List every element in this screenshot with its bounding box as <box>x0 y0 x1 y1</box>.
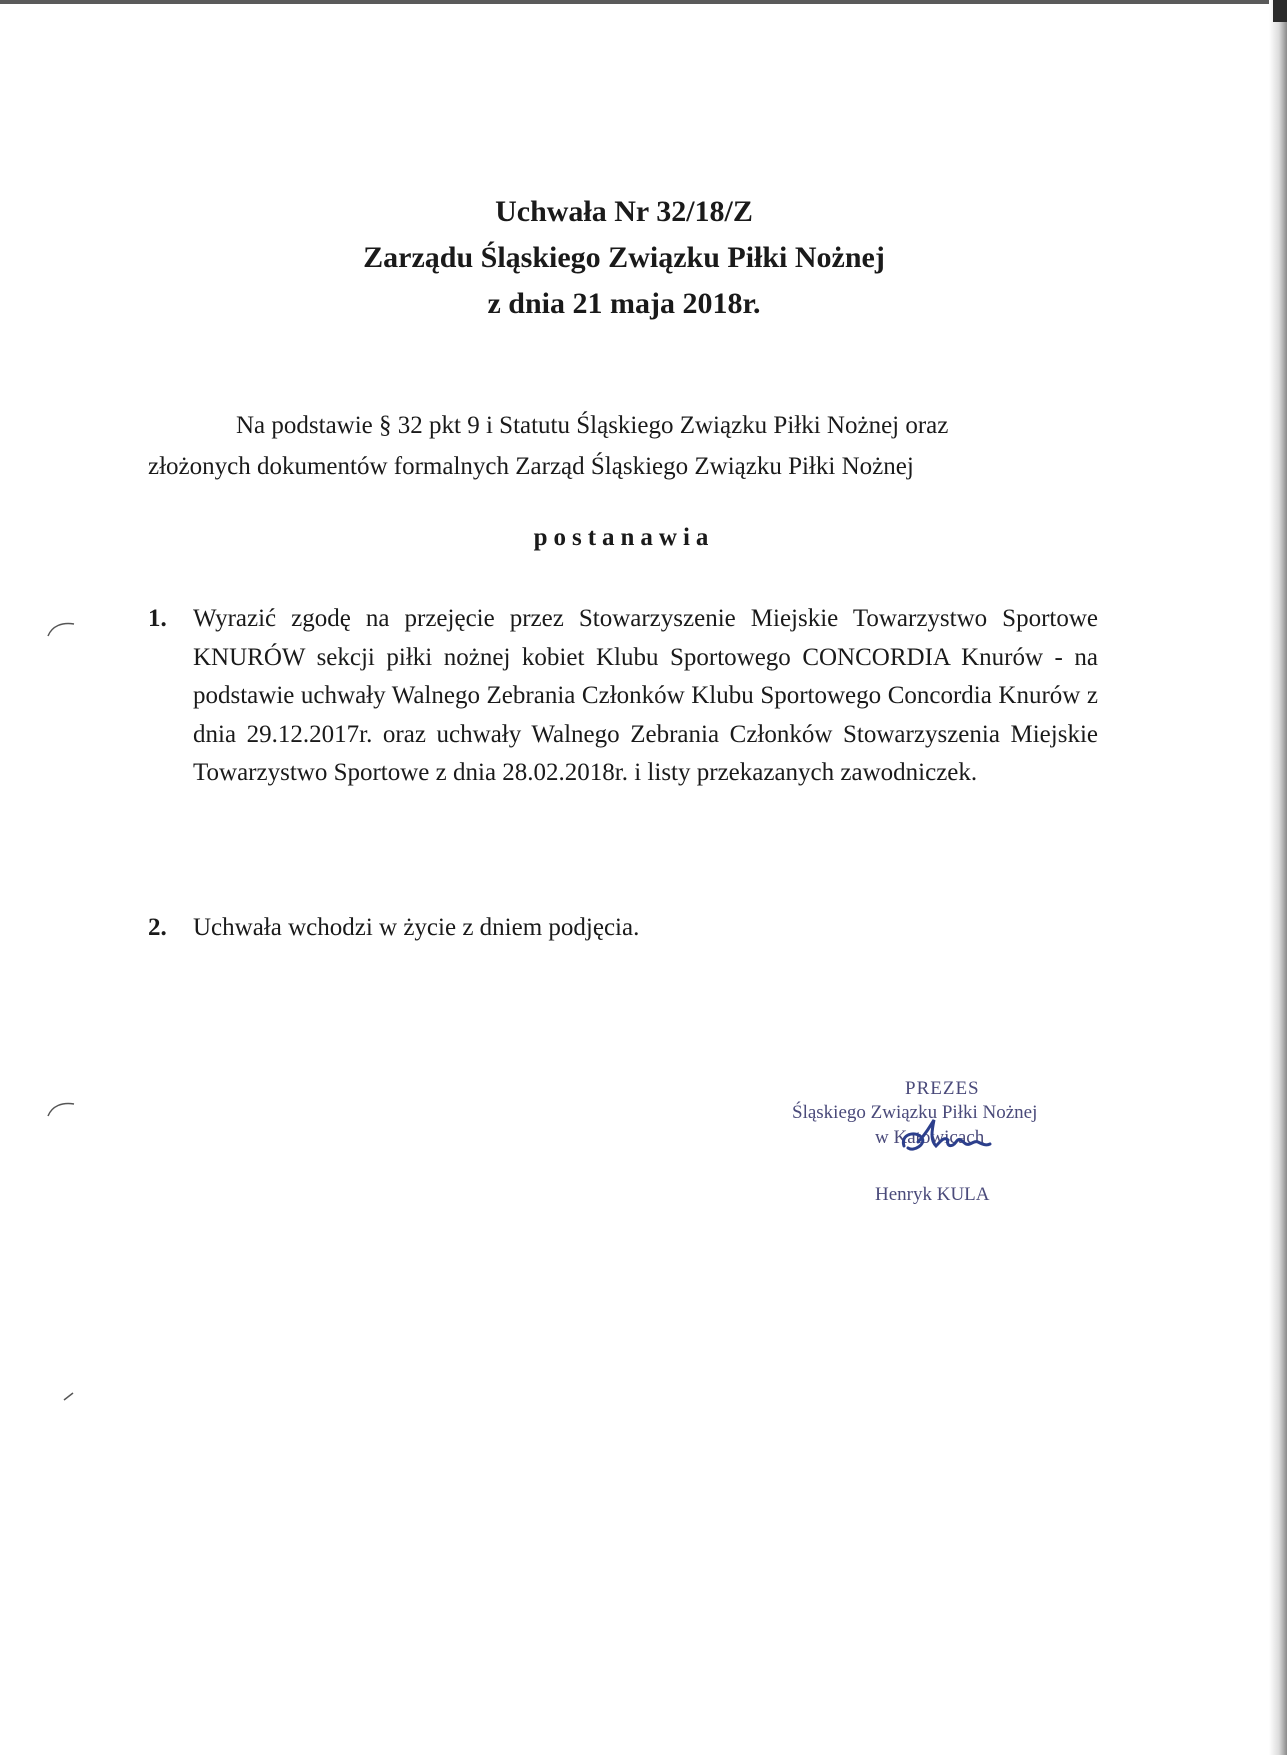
stamp-name: Henryk KULA <box>875 1184 990 1205</box>
intro-line-2: złożonych dokumentów formalnych Zarząd Śląskiego Związku Piłki Nożnej <box>148 453 914 480</box>
item-number: 2. <box>148 914 167 941</box>
decision-heading: postanawia <box>533 524 715 551</box>
scan-right-edge <box>1269 0 1287 1755</box>
handwritten-signature <box>896 1112 996 1162</box>
scan-dash-mark <box>62 1390 76 1402</box>
stamp-organization: Śląskiego Związku Piłki Nożnej <box>792 1102 1038 1123</box>
intro-line-1: Na podstawie § 32 pkt 9 i Statutu Śląskiego Związku Piłki Nożnej oraz <box>236 412 949 439</box>
resolution-date: z dnia 21 maja 2018r. <box>487 287 761 320</box>
scan-punch-mark-2 <box>46 1100 76 1118</box>
resolution-title: Uchwała Nr 32/18/Z <box>495 195 753 228</box>
scan-punch-mark-1 <box>46 620 76 638</box>
item-text: Uchwała wchodzi w życie z dniem podjęcia. <box>193 914 640 941</box>
item-text: Wyrazić zgodę na przejęcie przez Stowarzyszenie Miejskie Towarzystwo Sportowe KNURÓW sekcji piłki nożnej kobiet Klubu Sportowego CONCORDIA Knurów - na podstawie uchwały Walnego Zebrania Członków Klubu Sportowego Concordia Knurów z dnia 29.12.2017r. oraz uchwały Walnego Zebrania Członków Stowarzyszenia Miejskie Towarzystwo Sportowe z dnia 28.02.2018r. i listy przekazanych zawodniczek. <box>193 605 1098 786</box>
stamp-role: PREZES <box>905 1078 980 1099</box>
scan-top-edge <box>0 0 1287 4</box>
item-number: 1. <box>148 605 167 632</box>
resolution-issuer: Zarządu Śląskiego Związku Piłki Nożnej <box>363 241 885 274</box>
stamp-city: w Katowicach <box>875 1127 985 1148</box>
scan-corner-mark <box>1273 0 1287 22</box>
